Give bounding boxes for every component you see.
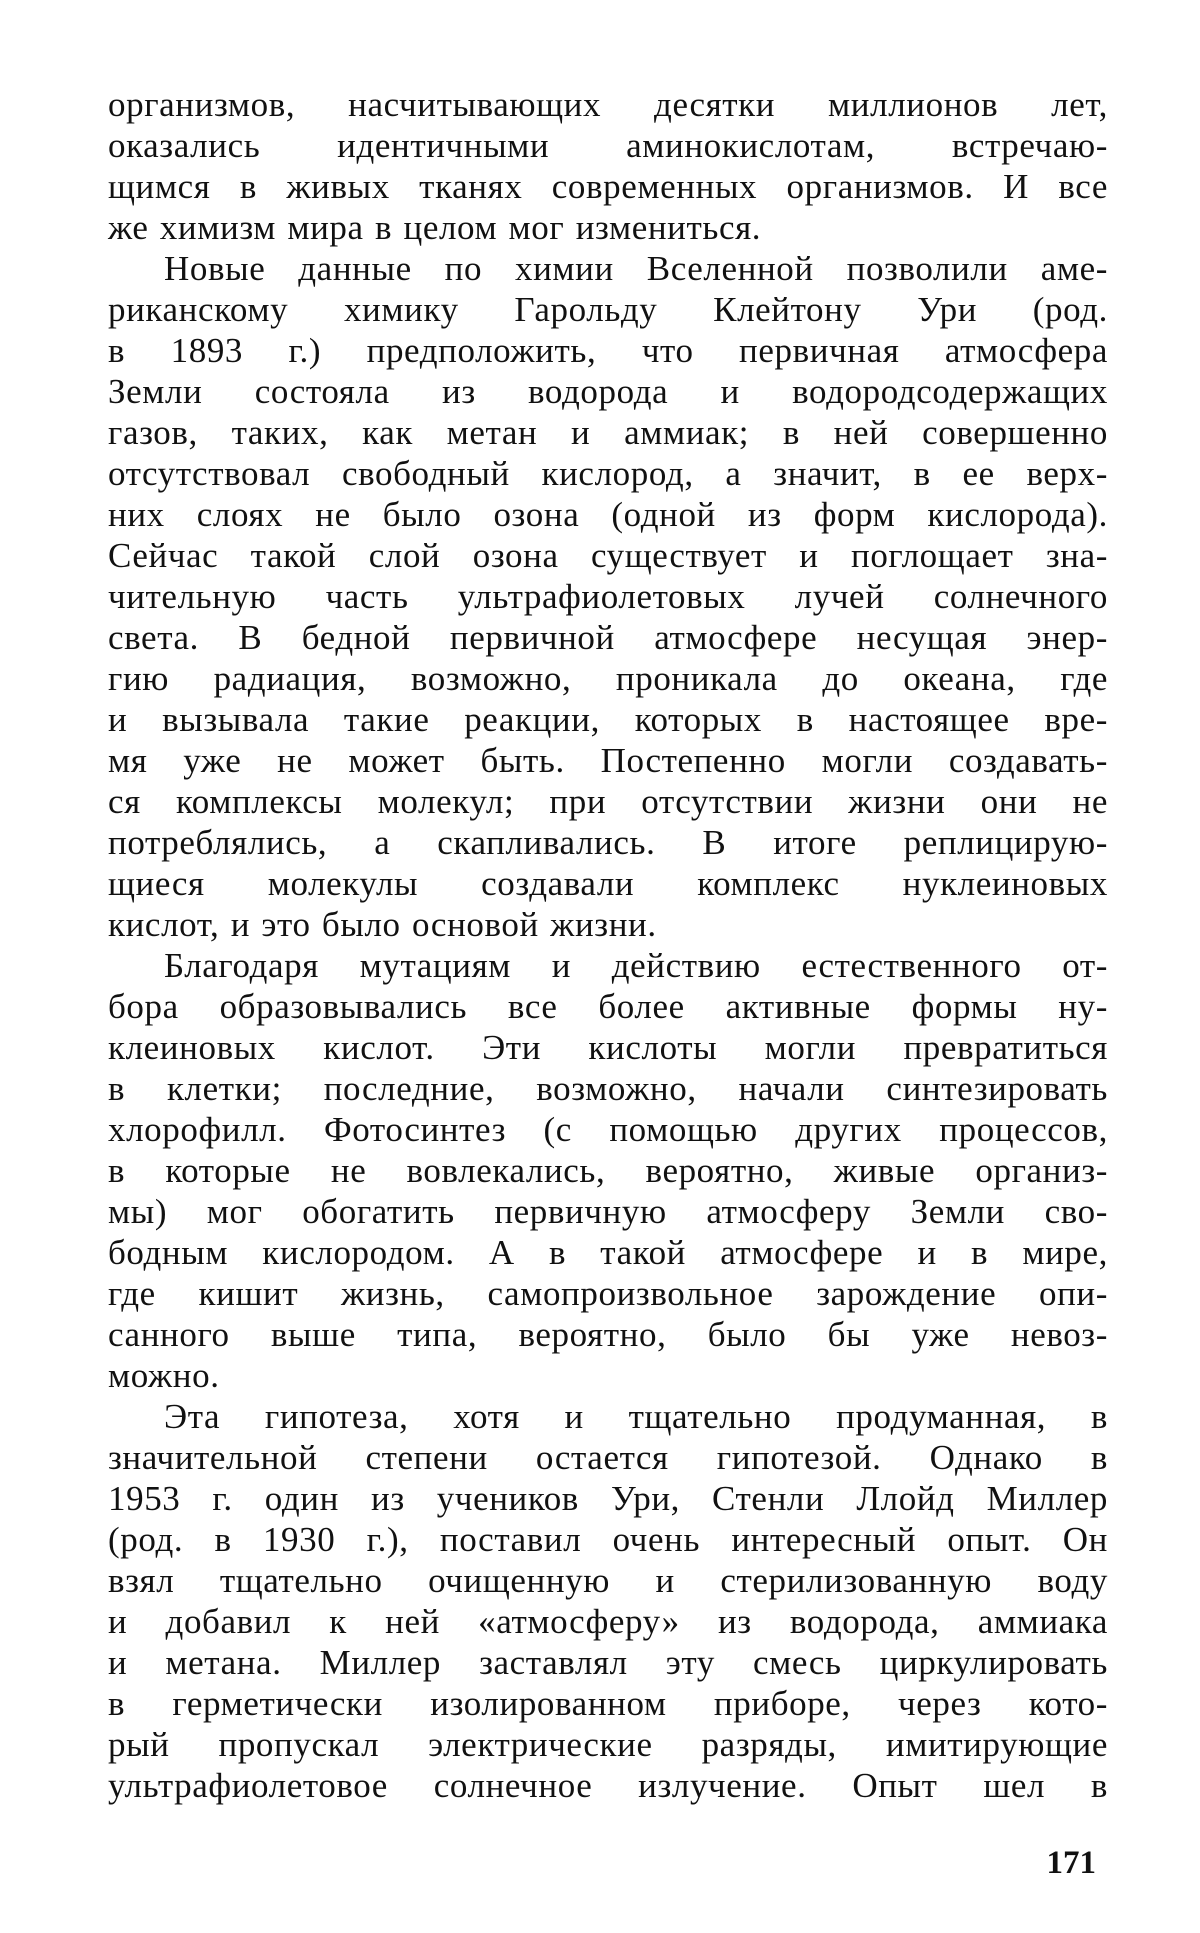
text-line: и вызывала такие реакции, которых в настоящее вре- (108, 700, 1108, 739)
text-line: можно. (108, 1356, 220, 1395)
text-line: санного выше типа, вероятно, было бы уже невоз- (108, 1315, 1108, 1354)
text-line: них слоях не было озона (одной из форм кислорода). (108, 495, 1108, 534)
text-line: Эта гипотеза, хотя и тщательно продуманная, в (164, 1397, 1108, 1436)
paragraph (108, 945, 1108, 1396)
paragraph (108, 84, 1108, 248)
text-line: щиеся молекулы создавали комплекс нуклеиновых (108, 864, 1108, 903)
text-line: света. В бедной первичной атмосфере несущая энер- (108, 618, 1108, 657)
text-line: кислот, и это было основой жизни. (108, 905, 657, 944)
book-page-text (108, 84, 1108, 1806)
text-line: и метана. Миллер заставлял эту смесь циркулировать (108, 1643, 1108, 1682)
paragraph (108, 248, 1108, 945)
text-line: и добавил к ней «атмосферу» из водорода, аммиака (108, 1602, 1108, 1641)
text-line: бодным кислородом. А в такой атмосфере и в мире, (108, 1233, 1108, 1272)
text-line: в клетки; последние, возможно, начали синтезировать (108, 1069, 1108, 1108)
text-line: Земли состояла из водорода и водородсодержащих (108, 372, 1108, 411)
text-line: в которые не вовлекались, вероятно, живые организ- (108, 1151, 1108, 1190)
text-line: в 1893 г.) предположить, что первичная атмосфера (108, 331, 1108, 370)
text-line: где кишит жизнь, самопроизвольное зарождение опи- (108, 1274, 1108, 1313)
text-line: потреблялись, а скапливались. В итоге реплицирую- (108, 823, 1108, 862)
text-line: риканскому химику Гарольду Клейтону Ури (род. (108, 290, 1108, 329)
text-line: в герметически изолированном приборе, через кото- (108, 1684, 1108, 1723)
text-line: гию радиация, возможно, проникала до океана, где (108, 659, 1108, 698)
text-line: организмов, насчитывающих десятки миллионов лет, (108, 85, 1108, 124)
text-line: же химизм мира в целом мог измениться. (108, 208, 762, 247)
text-line: 1953 г. один из учеников Ури, Стенли Ллойд Миллер (108, 1479, 1108, 1518)
text-line: значительной степени остается гипотезой. Однако в (108, 1438, 1108, 1477)
text-line: Сейчас такой слой озона существует и поглощает зна- (108, 536, 1108, 575)
text-line: клеиновых кислот. Эти кислоты могли превратиться (108, 1028, 1108, 1067)
page-number: 171 (1046, 1845, 1096, 1881)
text-line: бора образовывались все более активные формы ну- (108, 987, 1108, 1026)
text-line: ся комплексы молекул; при отсутствии жизни они не (108, 782, 1108, 821)
text-line: взял тщательно очищенную и стерилизованную воду (108, 1561, 1108, 1600)
text-line: отсутствовал свободный кислород, а значит, в ее верх- (108, 454, 1108, 493)
paragraph (108, 1396, 1108, 1806)
text-line: чительную часть ультрафиолетовых лучей солнечного (108, 577, 1108, 616)
text-line: оказались идентичными аминокислотам, встречаю- (108, 126, 1108, 165)
text-line: (род. в 1930 г.), поставил очень интересный опыт. Он (108, 1520, 1108, 1559)
text-line: Новые данные по химии Вселенной позволили аме- (164, 249, 1108, 288)
text-line: мя уже не может быть. Постепенно могли создавать- (108, 741, 1108, 780)
text-line: щимся в живых тканях современных организмов. И все (108, 167, 1108, 206)
text-line: рый пропускал электрические разряды, имитирующие (108, 1725, 1108, 1764)
text-line: мы) мог обогатить первичную атмосферу Земли сво- (108, 1192, 1108, 1231)
text-line: Благодаря мутациям и действию естественного от- (164, 946, 1108, 985)
text-line: хлорофилл. Фотосинтез (с помощью других процессов, (108, 1110, 1108, 1149)
text-line: газов, таких, как метан и аммиак; в ней совершенно (108, 413, 1108, 452)
text-line: ультрафиолетовое солнечное излучение. Опыт шел в (108, 1766, 1108, 1805)
